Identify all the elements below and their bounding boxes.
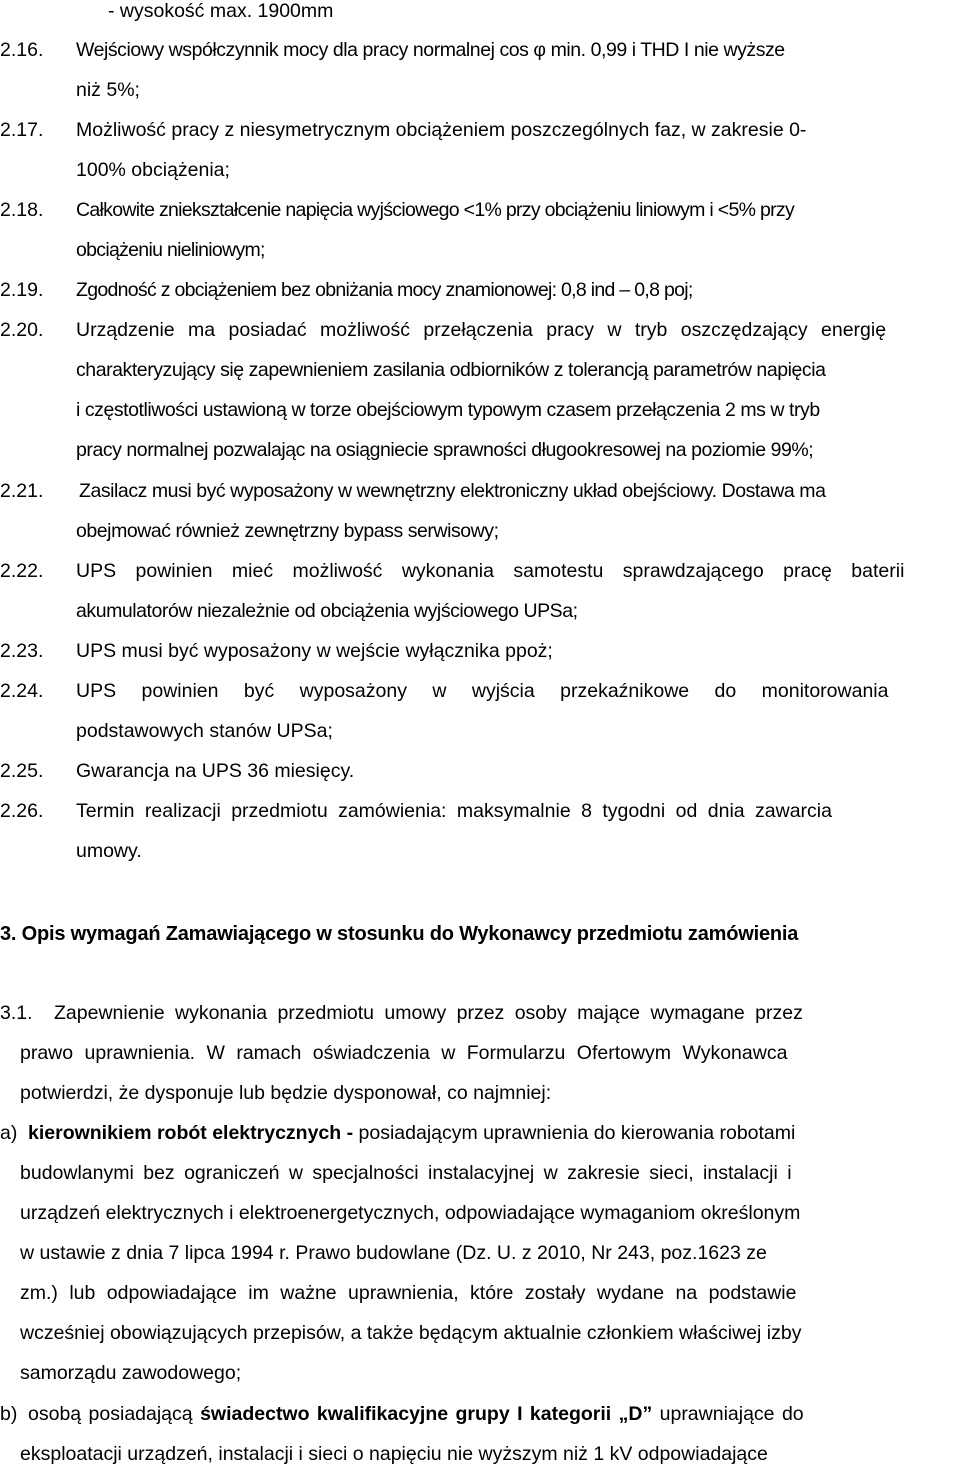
item-text-line: akumulatorów niezależnie od obciążenia wyjściowego UPSa; xyxy=(76,600,578,622)
item-text-line: zm.) lub odpowiadające im ważne uprawnienia, które zostały wydane na podstawie xyxy=(20,1282,797,1304)
item-text-line: UPS powinien być wyposażony w wyjścia przekaźnikowe do monitorowania xyxy=(76,680,889,702)
item-text-line: 100% obciążenia; xyxy=(76,159,230,181)
item-text-block xyxy=(76,318,958,342)
item-text-run: osobą posiadającą xyxy=(28,1403,193,1425)
item-text-line: UPS powinien mieć możliwość wykonania samotestu sprawdzającego pracę baterii xyxy=(76,560,905,582)
item-text-line: niż 5%; xyxy=(76,79,140,101)
item-number: 2.17. xyxy=(0,119,44,141)
item-number: 2.24. xyxy=(0,680,44,702)
item-text-line xyxy=(76,318,958,342)
item-text-line: UPS musi być wyposażony w wejście wyłącznika ppoż; xyxy=(76,640,553,662)
item-text-line: eksploatacji urządzeń, instalacji i sieci o napięciu nie wyższym niż 1 kV odpowiadające xyxy=(20,1443,768,1465)
item-text-line: potwierdzi, że dysponuje lub będzie dysponował, co najmniej: xyxy=(20,1082,552,1104)
item-text-line xyxy=(28,1402,804,1426)
item-number: 2.23. xyxy=(0,640,44,662)
word-run: Urządzenie ma posiadać możliwość przełączenia pracy w tryb oszczędzający energię xyxy=(76,319,887,341)
item-text-line xyxy=(28,1121,795,1145)
bold-qualification: świadectwo kwalifikacyjne grupy I kategorii „D” xyxy=(200,1403,653,1425)
item-letter: b) xyxy=(0,1403,18,1425)
item-text-line: Zasilacz musi być wyposażony w wewnętrzny elektroniczny układ obejściowy. Dostawa ma xyxy=(79,480,826,502)
item-text-line: podstawowych stanów UPSa; xyxy=(76,720,333,742)
section-3-heading: 3. Opis wymagań Zamawiającego w stosunku do Wykonawcy przedmiotu zamówienia xyxy=(0,923,799,945)
item-text-line: budowlanymi bez ograniczeń w specjalności instalacyjnej w zakresie sieci, instalacji i xyxy=(20,1162,792,1184)
item-text-line: Zgodność z obciążeniem bez obniżania mocy znamionowej: 0,8 ind – 0,8 poj; xyxy=(76,279,693,301)
item-text-line: Termin realizacji przedmiotu zamówienia: maksymalnie 8 tygodni od dnia zawarcia xyxy=(76,800,832,822)
item-letter: a) xyxy=(0,1122,18,1144)
item-text-line: pracy normalnej pozwalając na osiągniecie sprawności długookresowej na poziomie 99%; xyxy=(76,439,814,461)
item-text-line: umowy. xyxy=(76,840,142,862)
bold-role: kierownikiem robót elektrycznych - xyxy=(28,1122,354,1144)
item-number: 2.18. xyxy=(0,199,44,221)
item-text-line: i częstotliwości ustawioną w torze obejściowym typowym czasem przełączenia 2 ms w tryb xyxy=(76,399,820,421)
item-number: 2.19. xyxy=(0,279,44,301)
item-text-run: posiadającym uprawnienia do kierowania robotami xyxy=(358,1122,796,1144)
item-text-line: Całkowite zniekształcenie napięcia wyjściowego <1% przy obciążeniu liniowym i <5% przy xyxy=(76,199,794,221)
item-number: 3.1. xyxy=(0,1002,33,1024)
item-text-line: w ustawie z dnia 7 lipca 1994 r. Prawo budowlane (Dz. U. z 2010, Nr 243, poz.1623 ze xyxy=(20,1242,767,1264)
item-text-line: obciążeniu nieliniowym; xyxy=(76,239,265,261)
item-number: 2.25. xyxy=(0,760,44,782)
item-text-run: uprawniające do xyxy=(659,1403,804,1425)
item-number: 2.22. xyxy=(0,560,44,582)
item-text-line: Zapewnienie wykonania przedmiotu umowy przez osoby mające wymagane przez xyxy=(54,1002,803,1024)
item-text-line: charakteryzujący się zapewnieniem zasilania odbiorników z tolerancją parametrów napięcia xyxy=(76,359,826,381)
item-text-line: Możliwość pracy z niesymetrycznym obciążeniem poszczególnych faz, w zakresie 0- xyxy=(76,119,807,141)
item-text-line: obejmować również zewnętrzny bypass serwisowy; xyxy=(76,520,499,542)
item-text-line: prawo uprawnienia. W ramach oświadczenia w Formularzu Ofertowym Wykonawca xyxy=(20,1042,788,1064)
item-number: 2.21. xyxy=(0,480,44,502)
item-text-line: Gwarancja na UPS 36 miesięcy. xyxy=(76,760,355,782)
item-number: 2.20. xyxy=(0,319,44,341)
item-text-line: Wejściowy współczynnik mocy dla pracy normalnej cos φ min. 0,99 i THD I nie wyższe xyxy=(76,39,785,61)
item-text-line: samorządu zawodowego; xyxy=(20,1362,242,1384)
item-number: 2.16. xyxy=(0,39,44,61)
top-line: - wysokość max. 1900mm xyxy=(108,0,334,22)
item-text-line: wcześniej obowiązujących przepisów, a także będącym aktualnie członkiem właściwej izby xyxy=(20,1322,802,1344)
item-text-line: urządzeń elektrycznych i elektroenergetycznych, odpowiadające wymaganiom określonym xyxy=(20,1202,801,1224)
item-number: 2.26. xyxy=(0,800,44,822)
